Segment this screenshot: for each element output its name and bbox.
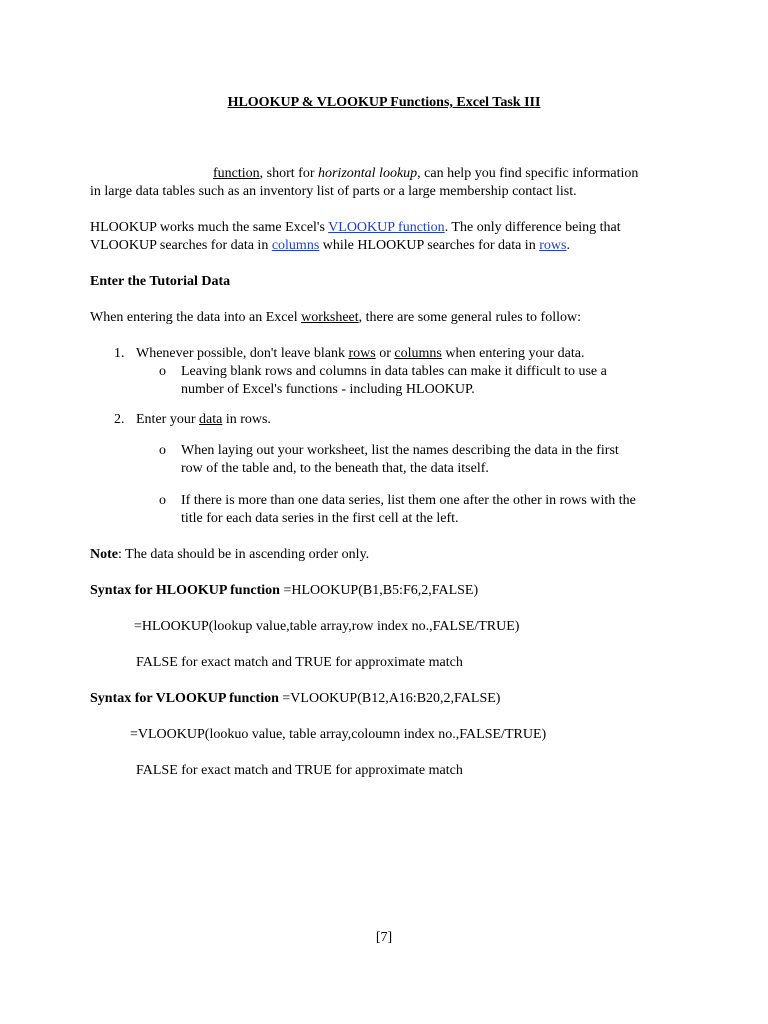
list1-text-c: when entering your data.	[441, 346, 585, 361]
hlookup-syntax: =HLOOKUP(lookup value,table array,row index no.,FALSE/TRUE)	[134, 619, 520, 634]
para2-text-e: .	[566, 238, 570, 253]
rules-text-a: When entering the data into an Excel	[90, 310, 302, 325]
note-label: Note	[90, 547, 118, 562]
vlookup-function-link[interactable]: VLOOKUP function	[328, 220, 445, 235]
note-line	[90, 546, 369, 564]
list-number-1: 1.	[114, 346, 125, 361]
list-item-1	[136, 345, 585, 363]
para2-text-c: VLOOKUP searches for data in	[90, 238, 272, 253]
sublist-2a-line-2: row of the table and, to the beneath that, the data itself.	[181, 461, 489, 476]
bullet-2b: o	[159, 493, 166, 508]
para2-line-2	[90, 237, 570, 255]
worksheet-link[interactable]: worksheet	[301, 310, 359, 325]
vlookup-syntax: =VLOOKUP(lookuo value, table array,coloumn index no.,FALSE/TRUE)	[130, 727, 547, 742]
para2-text-a: HLOOKUP works much the same Excel's	[90, 220, 329, 235]
note-text: : The data should be in ascending order only.	[118, 547, 370, 562]
intro-line-2: in large data tables such as an inventory list of parts or a large membership contact list.	[90, 184, 577, 199]
sublist-2a-line-1: When laying out your worksheet, list the names describing the data in the first	[181, 443, 619, 458]
sublist-1a-line-2: number of Excel's functions - including HLOOKUP.	[181, 382, 475, 397]
rows-link[interactable]: rows	[539, 238, 567, 253]
rules-intro	[90, 309, 581, 327]
rules-text-b: , there are some general rules to follow:	[358, 310, 581, 325]
rows-link-2[interactable]: rows	[348, 346, 376, 361]
sublist-2b-line-1: If there is more than one data series, list them one after the other in rows with the	[181, 493, 636, 508]
list2-text-a: Enter your	[136, 412, 199, 427]
intro-text-b: , can help you find specific information	[417, 166, 639, 181]
bullet-2a: o	[159, 443, 166, 458]
hlookup-example: =HLOOKUP(B1,B5:F6,2,FALSE)	[283, 583, 479, 598]
data-link[interactable]: data	[198, 412, 223, 427]
sublist-1a-line-1: Leaving blank rows and columns in data tables can make it difficult to use a	[181, 364, 607, 379]
list-number-2: 2.	[114, 412, 125, 427]
columns-link[interactable]: columns	[271, 238, 320, 253]
hlookup-label: Syntax for HLOOKUP function	[90, 583, 284, 598]
intro-line-1	[213, 165, 638, 183]
intro-text-a: , short for	[259, 166, 318, 181]
page-number: [7]	[375, 930, 393, 945]
list2-text-b: in rows.	[222, 412, 271, 427]
hlookup-explain: FALSE for exact match and TRUE for approximate match	[136, 655, 463, 670]
intro-italic: horizontal lookup	[317, 166, 418, 181]
columns-link-2[interactable]: columns	[394, 346, 442, 361]
vlookup-explain: FALSE for exact match and TRUE for approximate match	[136, 763, 463, 778]
sublist-2b-line-2: title for each data series in the first cell at the left.	[181, 511, 459, 526]
para2-text-d: while HLOOKUP searches for data in	[319, 238, 540, 253]
function-link[interactable]: function	[213, 166, 260, 181]
hlookup-syntax-line	[90, 582, 478, 600]
para2-line-1	[90, 219, 621, 237]
document-title: HLOOKUP & VLOOKUP Functions, Excel Task III	[227, 95, 541, 110]
list1-text-b: or	[375, 346, 395, 361]
vlookup-label: Syntax for VLOOKUP function	[90, 691, 283, 706]
tutorial-heading: Enter the Tutorial Data	[90, 274, 231, 289]
vlookup-example: =VLOOKUP(B12,A16:B20,2,FALSE)	[282, 691, 501, 706]
para2-text-b: . The only difference being that	[444, 220, 621, 235]
list1-text-a: Whenever possible, don't leave blank	[136, 346, 349, 361]
vlookup-syntax-line	[90, 690, 500, 708]
bullet-1a: o	[159, 364, 166, 379]
list-item-2	[136, 411, 271, 429]
